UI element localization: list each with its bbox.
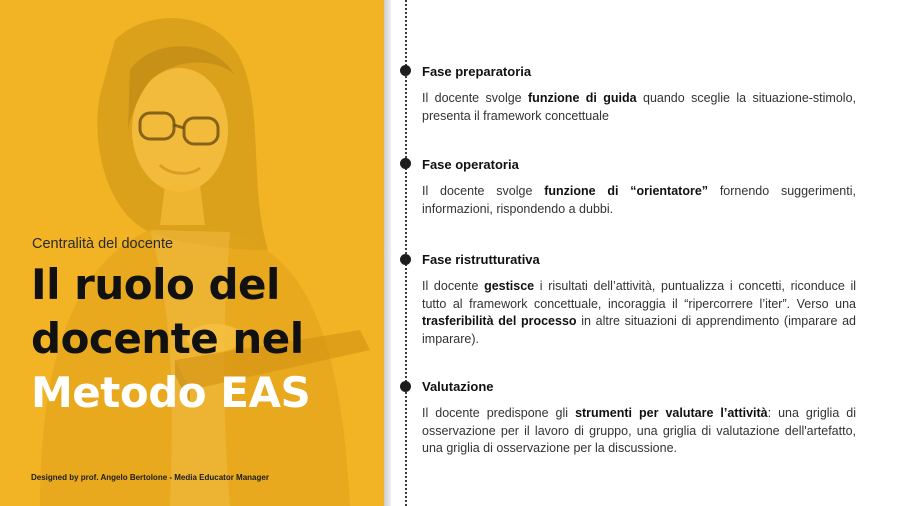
step-text: Il docente predispone gli: [422, 406, 576, 420]
step-emphasis: gestisce: [484, 279, 535, 293]
timeline-step: [422, 252, 856, 348]
timeline-dot: [400, 254, 411, 265]
author-credit: Designed by prof. Angelo Bertolone - Media Educator Manager: [31, 473, 269, 482]
step-text: Il docente: [422, 279, 485, 293]
step-emphasis: trasferibilità del processo: [422, 314, 577, 328]
left-panel: [0, 0, 384, 506]
step-body: [422, 405, 856, 458]
timeline-dot: [400, 158, 411, 169]
step-body: [422, 183, 856, 218]
step-text: Il docente svolge: [422, 91, 529, 105]
step-emphasis: strumenti per valutare l’attività: [575, 406, 768, 420]
panel-shadow: [384, 0, 391, 506]
step-text: fornendo suggerimenti, informazioni, rispondendo a dubbi.: [422, 184, 856, 216]
teacher-photo: [0, 0, 384, 506]
step-text: i risultati dell’attività, puntualizza i concetti, riconduce il tutto al framework concettuale, incoraggia il “ripercorrere l’iter”. Verso una: [422, 279, 856, 311]
title-line-3: Metodo EAS: [31, 368, 311, 417]
title-line-1: Il ruolo del: [31, 260, 280, 309]
timeline-dot: [400, 381, 411, 392]
timeline-step: [422, 157, 856, 218]
step-body: [422, 90, 856, 125]
step-title: Valutazione: [422, 379, 494, 394]
step-title: Fase ristrutturativa: [422, 252, 540, 267]
title-line-2: docente nel: [31, 314, 304, 363]
step-text: : una griglia di osservazione per il lavoro di gruppo, una griglia di valutazione dell'artefatto, una griglia di osservazione per la discussione.: [422, 406, 857, 455]
step-text: Il docente svolge: [422, 184, 545, 198]
step-emphasis: funzione di guida: [528, 91, 637, 105]
step-text: in altre situazioni di apprendimento (imparare ad imparare).: [422, 314, 856, 346]
step-body: [422, 278, 856, 348]
timeline-dot: [400, 65, 411, 76]
step-emphasis: funzione di “orientatore”: [544, 184, 709, 198]
step-title: Fase operatoria: [422, 157, 519, 172]
timeline-step: [422, 379, 856, 458]
page-title: [31, 258, 376, 420]
timeline-step: [422, 64, 856, 125]
step-text: quando sceglie la situazione-stimolo, presenta il framework concettuale: [422, 91, 856, 123]
step-title: Fase preparatoria: [422, 64, 532, 79]
section-kicker: Centralità del docente: [32, 236, 174, 252]
